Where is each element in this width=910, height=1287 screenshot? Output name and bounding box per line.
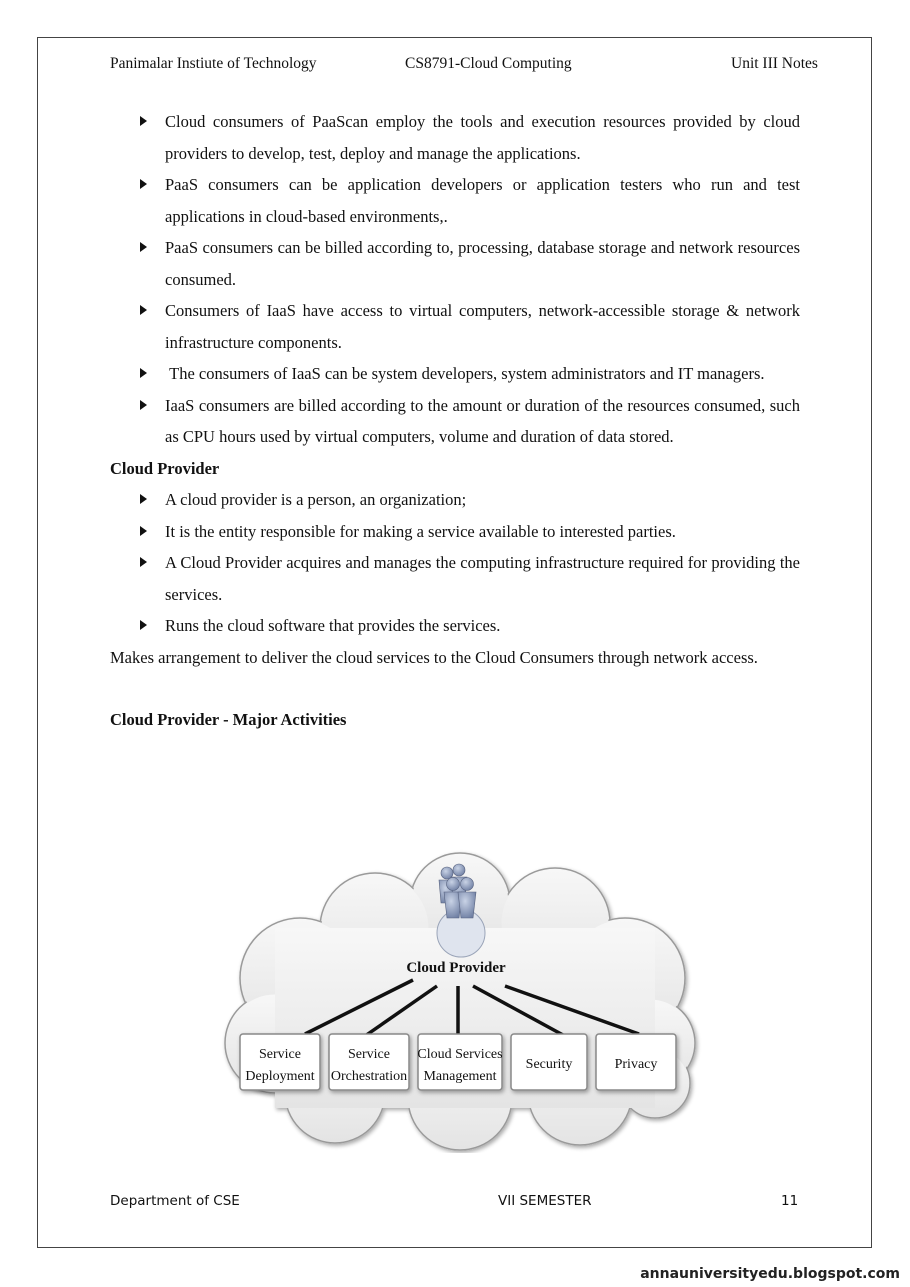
activity-label: Service (259, 1047, 301, 1062)
list-item: A Cloud Provider acquires and manages the computing infrastructure required for providing the services. (110, 547, 800, 610)
list-item: PaaS consumers can be billed according to, processing, database storage and network resources consumed. (110, 232, 800, 295)
list-item: The consumers of IaaS can be system developers, system administrators and IT managers. (110, 358, 800, 390)
activity-box-service-orchestration (329, 1034, 409, 1090)
header-institute: Panimalar Instiute of Technology (110, 55, 317, 72)
diagram-root-label: Cloud Provider (406, 960, 506, 976)
activity-label: Orchestration (330, 1069, 408, 1084)
list-item: A cloud provider is a person, an organization; (110, 484, 800, 516)
cloud-provider-heading: Cloud Provider (110, 458, 220, 478)
activity-box-service-deployment (240, 1034, 320, 1090)
header-course: CS8791-Cloud Computing (405, 55, 572, 72)
list-item: Runs the cloud software that provides the services. (110, 610, 800, 642)
footer-department: Department of CSE (110, 1193, 240, 1209)
consumer-bullet-list (110, 106, 800, 453)
list-item: Consumers of IaaS have access to virtual computers, network-accessible storage & network infrastructure components. (110, 295, 800, 358)
provider-bullet-list (110, 484, 800, 642)
activity-label: Privacy (614, 1057, 658, 1072)
activity-label: Management (423, 1069, 497, 1084)
list-item: It is the entity responsible for making a service available to interested parties. (110, 516, 800, 548)
page-content (110, 106, 800, 736)
activity-label: Deployment (245, 1069, 315, 1084)
provider-paragraph: Makes arrangement to deliver the cloud services to the Cloud Consumers through network access. (110, 647, 758, 667)
activity-label: Cloud Services (417, 1047, 503, 1062)
header-unit: Unit III Notes (731, 55, 818, 72)
major-activities-heading: Cloud Provider - Major Activities (110, 710, 347, 729)
watermark: annauniversityedu.blogspot.com (640, 1266, 900, 1282)
activity-box-privacy (596, 1034, 676, 1090)
activity-label: Security (525, 1057, 573, 1072)
list-item: IaaS consumers are billed according to the amount or duration of the resources consumed, such as CPU hours used by virtual computers, volume and duration of data stored. (110, 390, 800, 453)
activity-label: Service (348, 1047, 390, 1062)
cloud-provider-diagram (215, 848, 705, 1153)
footer-page-number: 11 (781, 1193, 799, 1209)
footer-semester: VII SEMESTER (498, 1193, 592, 1209)
list-item: Cloud consumers of PaaScan employ the tools and execution resources provided by cloud providers to develop, test, deploy and manage the applications. (110, 106, 800, 169)
list-item: PaaS consumers can be application developers or application testers who run and test applications in cloud-based environments,. (110, 169, 800, 232)
activity-box-cloud-services-management (417, 1034, 502, 1090)
activity-box-security (511, 1034, 587, 1090)
